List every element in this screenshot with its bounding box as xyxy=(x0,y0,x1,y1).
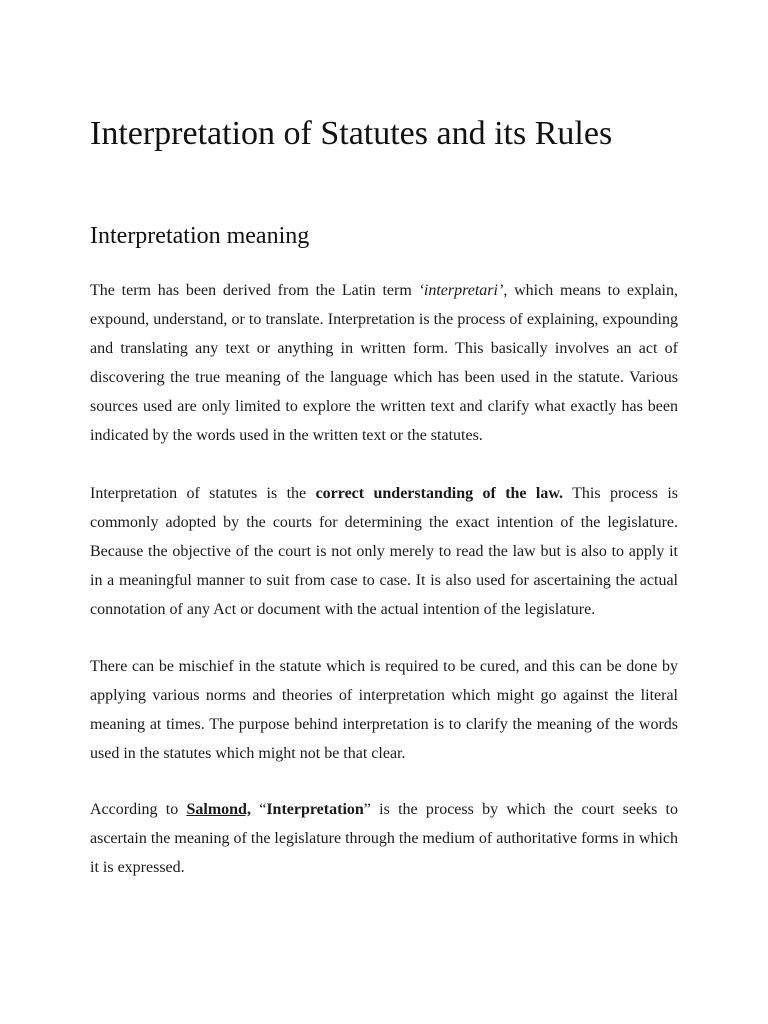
paragraph-mischief: There can be mischief in the statute which is required to be cured, and this can be done by applying various norms and theories of interpretation which might go against the literal meaning at times. The purpose behind interpretation is to clarify the meaning of the words used in the statutes which might not be that clear. xyxy=(90,658,678,762)
latin-term: ‘interpretari’ xyxy=(418,282,504,299)
paragraph-statute-interpretation xyxy=(90,479,678,624)
paragraph-salmond-definition xyxy=(90,795,678,882)
p2-text-before: Interpretation of statutes is the xyxy=(90,485,316,502)
correct-understanding-phrase: correct understanding of the law. xyxy=(315,485,564,502)
close-quote: ” xyxy=(363,801,371,818)
document-title: Interpretation of Statutes and its Rules xyxy=(90,115,613,152)
paragraph-latin-origin xyxy=(90,276,678,450)
p4-text-before: According to xyxy=(90,801,187,818)
interpretation-term: Interpretation xyxy=(266,801,364,818)
p1-text-after: , which means to explain, expound, understand, or to translate. Interpretation is the process of explaining, expounding and translating any text or anything in written form. This basically involves an act of discovering the true meaning of the language which has been used in the statute. Various sources used are only limited to explore the written text and clarify what exactly has been indicated by the words used in the written text or the statutes. xyxy=(90,282,679,444)
open-quote: “ xyxy=(250,801,267,818)
section-heading: Interpretation meaning xyxy=(90,223,310,249)
p1-text-before: The term has been derived from the Latin term xyxy=(90,282,419,299)
p4-text-after: is the process by which the court seeks to ascertain the meaning of the legislature through the medium of authoritative forms in which it is expressed. xyxy=(90,801,678,876)
salmond-link[interactable]: Salmond, xyxy=(186,801,251,818)
p2-text-after: This process is commonly adopted by the courts for determining the exact intention of the legislature. Because the objective of the court is not only merely to read the law but is also to apply it in a meaningful manner to suit from case to case. It is also used for ascertaining the actual connotation of any Act or document with the actual intention of the legislature. xyxy=(90,485,679,618)
